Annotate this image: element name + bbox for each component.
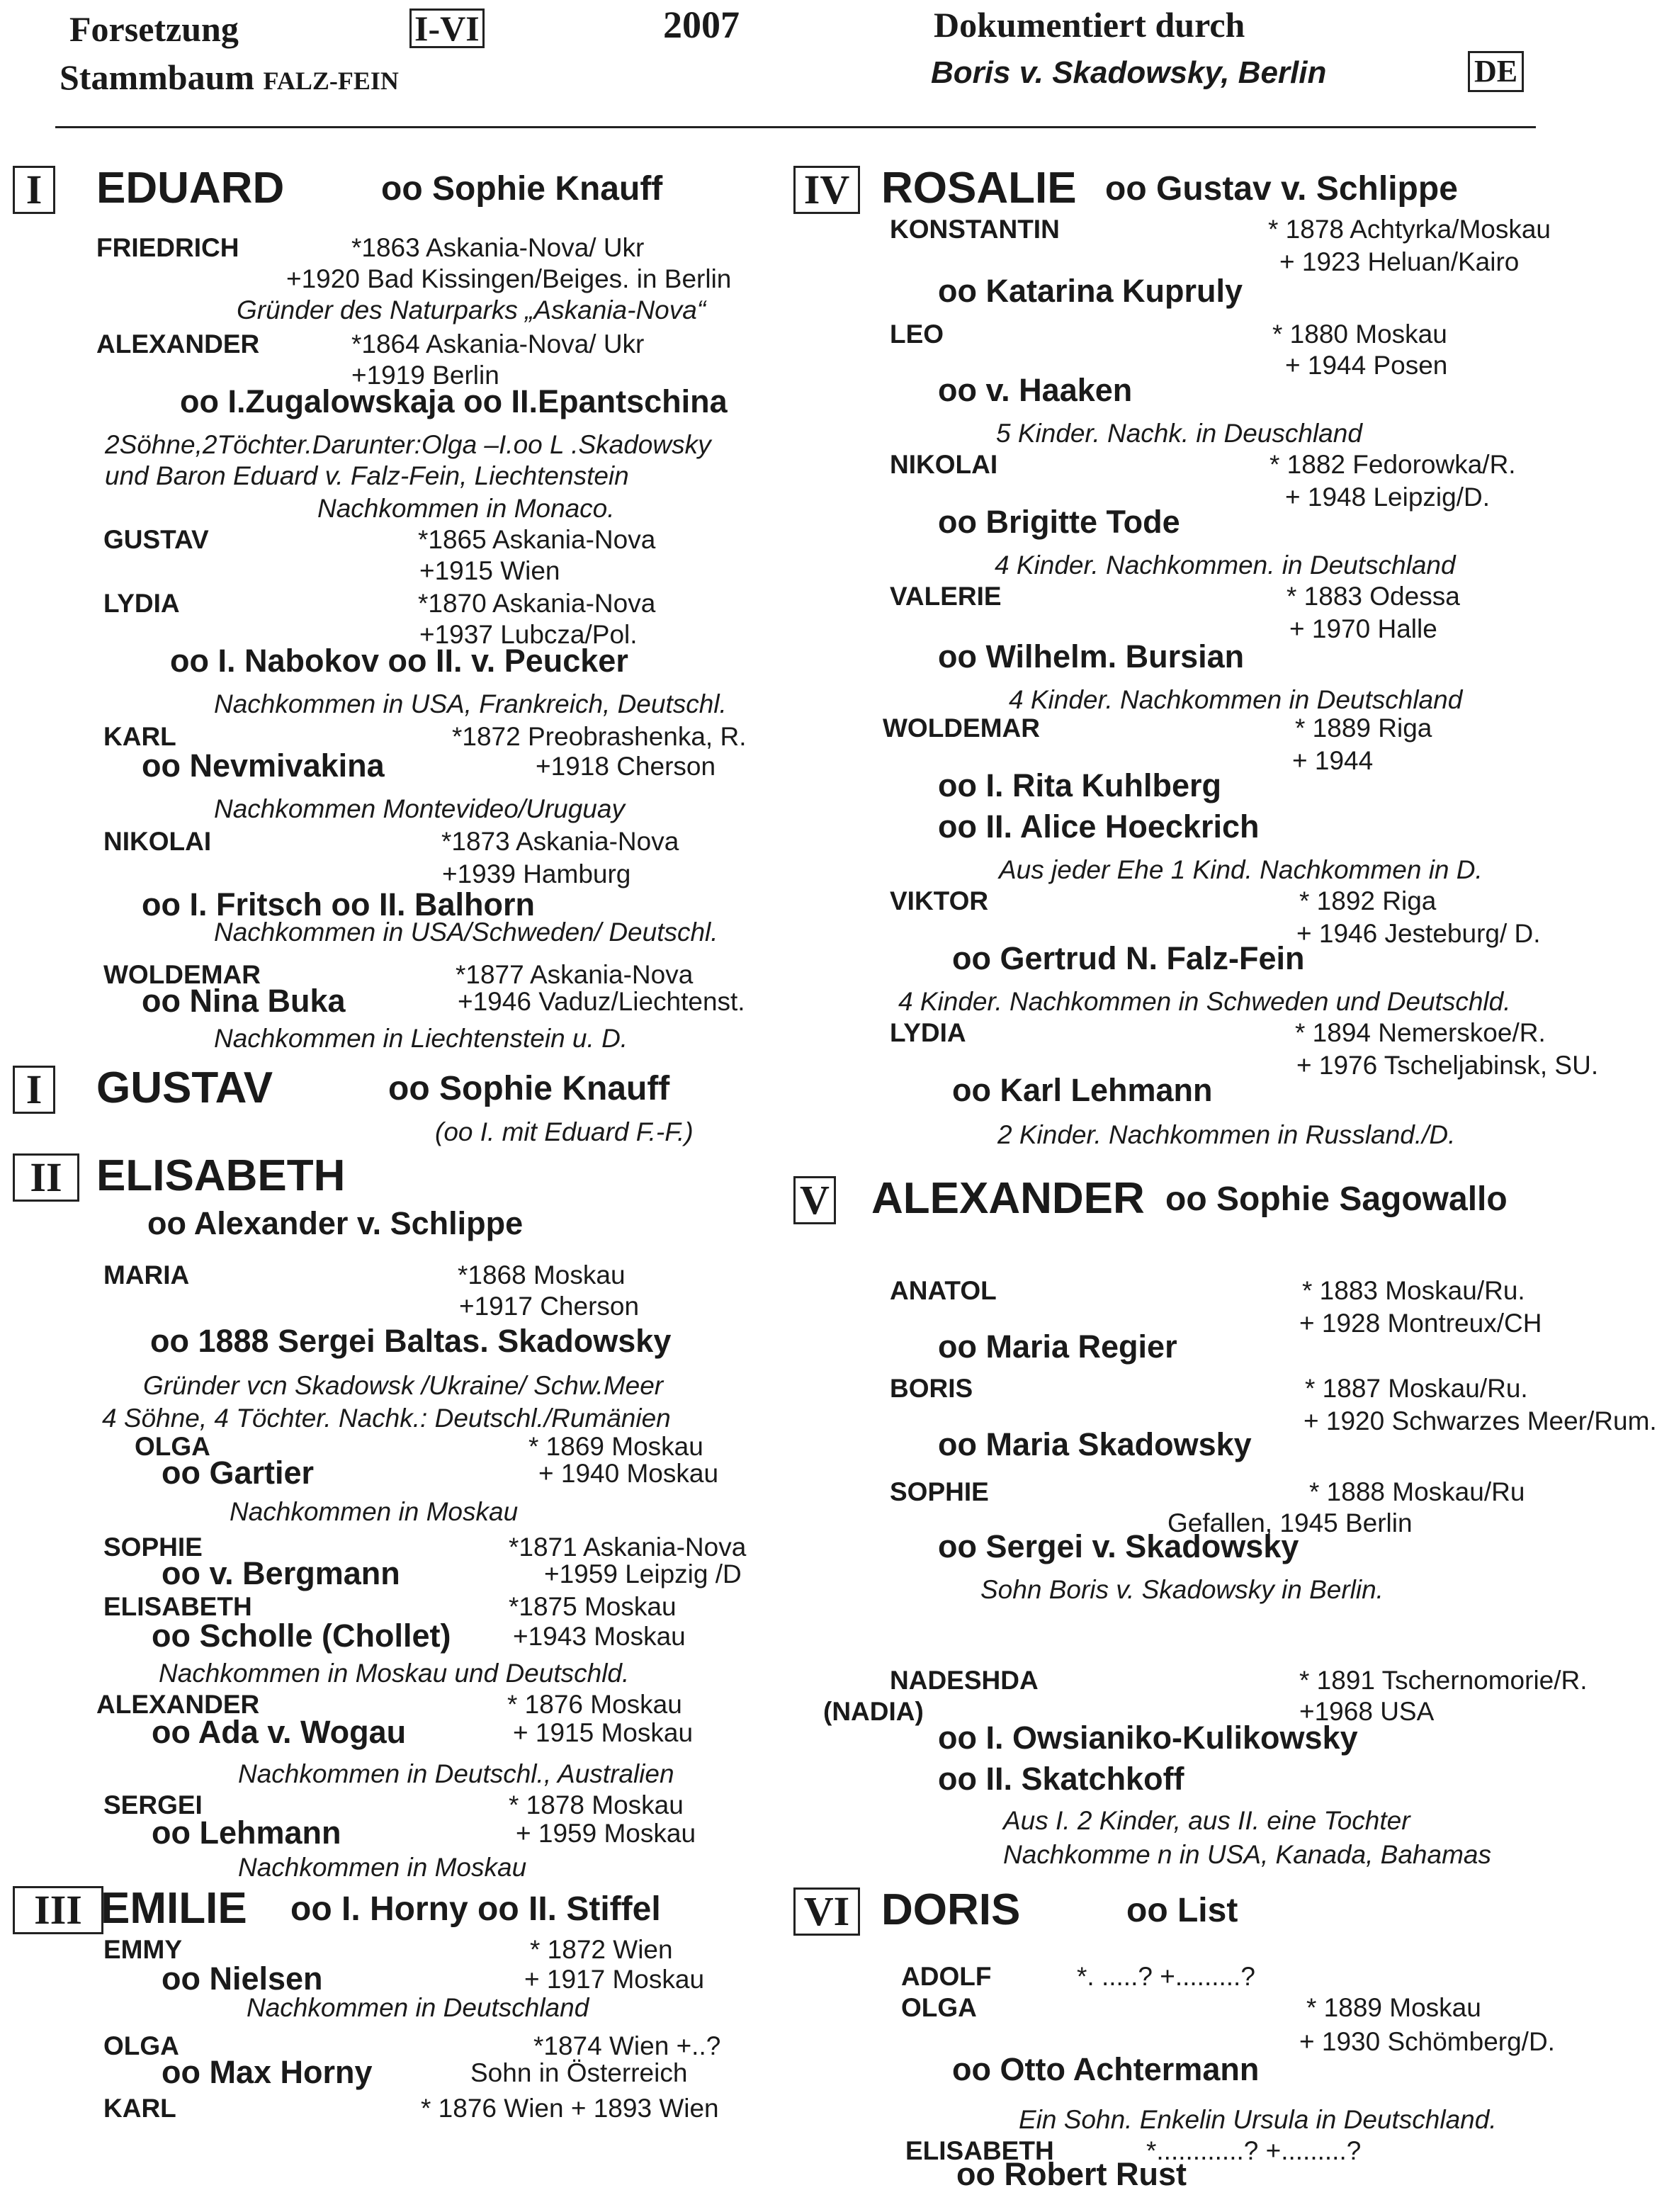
life-dates: * 1876 Moskau [507,1690,682,1719]
life-dates: +1915 Wien [419,556,560,585]
generation-number-box: III [13,1886,103,1934]
person-name: OLGA [103,2031,179,2060]
note-line: 4 Kinder. Nachkommen in Schweden und Deutschld. [898,987,1511,1016]
marriage-line: oo v. Bergmann [162,1555,400,1591]
person-name: ANATOL [890,1276,997,1305]
person-name: LYDIA [890,1018,966,1047]
life-dates: +1937 Lubcza/Pol. [419,620,638,649]
person-name: FRIEDRICH [96,233,239,262]
life-dates: *1871 Askania-Nova [509,1533,747,1562]
life-dates: +1917 Cherson [459,1292,640,1321]
right-row [793,1885,1559,1937]
marriage-line: oo Alexander v. Schlippe [147,1205,524,1241]
life-dates: * 1889 Riga [1295,713,1432,743]
life-dates: *1873 Askania-Nova [441,827,679,856]
marriage-line: oo II. Skatchkoff [938,1761,1184,1797]
header-title-line2 [60,57,399,98]
branch-spouse: oo Gustav v. Schlippe [1105,170,1458,208]
marriage-line: oo I. Fritsch oo II. Balhorn [142,886,536,922]
life-dates: *. .....? +.........? [1077,1962,1255,1991]
header-title-line1: Forsetzung [69,9,239,49]
note-line: Nachkommen in Monaco. [317,494,615,523]
life-dates: + 1915 Moskau [513,1718,694,1747]
person-name: GUSTAV [103,525,209,554]
generation-number-box: IV [793,166,860,214]
marriage-line: oo v. Haaken [938,372,1133,408]
life-dates: + 1920 Schwarzes Meer/Rum. [1303,1406,1657,1435]
marriage-line: oo Maria Skadowsky [938,1426,1252,1462]
branch-name: EMILIE [101,1884,247,1933]
note-line: 5 Kinder. Nachk. in Deuschland [996,419,1362,448]
note-line: 4 Kinder. Nachkommen. in Deutschland [995,551,1456,580]
life-dates: + 1917 Moskau [524,1965,705,1994]
life-dates: + 1928 Montreux/CH [1299,1309,1542,1338]
life-dates: *1864 Askania-Nova/ Ukr [351,329,645,359]
header-range-box: I-VI [409,9,485,48]
life-dates: *1874 Wien +..? [533,2031,721,2060]
life-dates: +1943 Moskau [513,1622,686,1651]
life-dates: + 1944 [1292,746,1374,775]
life-dates: * 1889 Moskau [1306,1993,1481,2022]
generation-number-box: I [13,166,55,214]
note-line: 2 Kinder. Nachkommen in Russland./D. [997,1120,1456,1149]
life-dates: + 1946 Jesteburg/ D. [1296,919,1541,948]
life-dates: * 1880 Moskau [1272,320,1447,349]
life-dates: Gefallen, 1945 Berlin [1167,1508,1413,1537]
note-line: Sohn Boris v. Skadowsky in Berlin. [980,1575,1384,1604]
life-dates: +1918 Cherson [536,752,716,781]
life-dates: * 1872 Wien [530,1935,673,1964]
marriage-line: oo Karl Lehmann [952,1072,1213,1108]
header-lang-box: DE [1468,51,1524,92]
generation-number-box: II [13,1153,79,1202]
branch-name: ALEXANDER [871,1174,1145,1223]
branch-name: EDUARD [96,164,285,213]
marriage-line: oo II. Alice Hoeckrich [938,808,1260,845]
life-dates: * 1878 Achtyrka/Moskau [1268,215,1551,244]
marriage-line: oo Wilhelm. Bursian [938,638,1245,675]
person-name: ALEXANDER [96,1690,260,1719]
note-line: Nachkommen in USA, Frankreich, Deutschl. [214,689,727,718]
marriage-line: oo Max Horny [162,2054,373,2090]
branch-spouse: oo Sophie Knauff [388,1070,670,1107]
note-line: Gründer vcn Skadowsk /Ukraine/ Schw.Meer [143,1371,664,1400]
life-dates: +1920 Bad Kissingen/Beiges. in Berlin [286,264,732,293]
life-dates: * 1869 Moskau [528,1432,703,1461]
header-year: 2007 [663,4,740,46]
life-dates: + 1944 Posen [1285,351,1448,380]
marriage-line: oo Maria Regier [938,1328,1177,1365]
life-dates: *1865 Askania-Nova [418,525,656,554]
life-dates: * 1892 Riga [1299,886,1437,915]
life-dates: + 1970 Halle [1289,614,1437,643]
life-dates: *1872 Preobrashenka, R. [452,722,747,751]
marriage-line: oo Nevmivakina [142,747,385,784]
note-line: Nachkommen in Liechtenstein u. D. [214,1024,628,1053]
branch-name: DORIS [881,1885,1021,1934]
person-name: MARIA [103,1260,190,1290]
left-row [13,163,785,215]
note-line: Gründer des Naturparks „Askania-Nova“ [237,295,706,325]
person-name: SOPHIE [890,1477,989,1506]
note-line: Nachkommen in Deutschland [247,1993,589,2022]
note-line: 2Söhne,2Töchter.Darunter:Olga –I.oo L .Skadowsky [105,430,711,459]
branch-name: ELISABETH [96,1151,346,1200]
life-dates: +1939 Hamburg [442,859,631,888]
life-dates: *1870 Askania-Nova [418,589,656,618]
marriage-line: oo Ada v. Wogau [152,1714,407,1750]
life-dates: *............? +.........? [1146,2136,1362,2165]
person-name: KONSTANTIN [890,215,1060,244]
marriage-line: oo I.Zugalowskaja oo II.Epantschina [180,383,728,419]
header-doc-line1: Dokumentiert durch [934,5,1245,45]
left-row [13,1883,785,1936]
life-dates: +1946 Vaduz/Liechtenst. [458,987,745,1016]
person-name: (NADIA) [823,1697,924,1726]
life-dates: *1868 Moskau [458,1260,626,1290]
marriage-line: oo Lehmann [152,1815,341,1851]
note-line: Nachkommen in Moskau [238,1853,527,1882]
person-name: KARL [103,722,176,751]
note-line: Nachkomme n in USA, Kanada, Bahamas [1003,1840,1491,1869]
note-line: Aus jeder Ehe 1 Kind. Nachkommen in D. [999,855,1483,884]
person-name: LYDIA [103,589,180,618]
person-name: ELISABETH [103,1592,252,1621]
person-name: OLGA [135,1432,210,1461]
person-name: OLGA [901,1993,977,2022]
marriage-line: oo Katarina Kupruly [938,273,1243,309]
life-dates: * 1883 Moskau/Ru. [1302,1276,1525,1305]
marriage-line: oo Scholle (Chollet) [152,1618,451,1654]
note-line: Aus I. 2 Kinder, aus II. eine Tochter [1003,1806,1410,1835]
life-dates: * 1878 Moskau [509,1790,684,1819]
person-name: BORIS [890,1374,973,1403]
person-name: WOLDEMAR [103,960,261,989]
generation-number-box: V [793,1176,836,1224]
person-name: VIKTOR [890,886,989,915]
person-name: NIKOLAI [103,827,212,856]
branch-name: GUSTAV [96,1063,273,1112]
marriage-line: oo Brigitte Tode [938,504,1180,540]
person-name: ELISABETH [905,2136,1054,2165]
marriage-line: oo I. Rita Kuhlberg [938,767,1221,803]
generation-number-box: I [13,1066,55,1114]
life-dates: * 1882 Fedorowka/R. [1269,450,1516,479]
life-dates: +1959 Leipzig /D [544,1559,742,1589]
branch-spouse: oo I. Horny oo II. Stiffel [290,1890,661,1928]
life-dates: Sohn in Österreich [470,2058,688,2087]
life-dates: * 1876 Wien + 1893 Wien [421,2094,719,2123]
person-name: SOPHIE [103,1533,203,1562]
header-title-stammbaum: Stammbaum [60,57,255,97]
person-name: WOLDEMAR [883,713,1040,743]
life-dates: * 1883 Odessa [1286,582,1460,611]
note-line: Nachkommen in USA/Schweden/ Deutschl. [214,918,718,947]
header-family-name: FALZ-FEIN [263,67,399,95]
marriage-line: oo Nielsen [162,1960,323,1997]
generation-number-box: VI [793,1887,860,1936]
right-row [793,163,1559,215]
note-line: 4 Kinder. Nachkommen in Deutschland [1009,685,1463,714]
person-name: VALERIE [890,582,1002,611]
life-dates: + 1923 Heluan/Kairo [1279,247,1520,276]
person-name: KARL [103,2094,176,2123]
marriage-line: oo 1888 Sergei Baltas. Skadowsky [150,1323,672,1359]
note-line: Ein Sohn. Enkelin Ursula in Deutschland. [1019,2105,1497,2134]
life-dates: + 1930 Schömberg/D. [1299,2027,1555,2056]
note-line: Nachkommen Montevideo/Uruguay [214,794,625,823]
left-row [13,1063,785,1115]
note-line: und Baron Eduard v. Falz-Fein, Liechtenstein [105,461,629,490]
note-line: (oo I. mit Eduard F.-F.) [435,1117,694,1146]
life-dates: + 1940 Moskau [538,1459,719,1488]
note-line: Nachkommen in Moskau [230,1497,519,1526]
life-dates: + 1948 Leipzig/D. [1285,483,1491,512]
note-line: 4 Söhne, 4 Töchter. Nachk.: Deutschl./Rumänien [102,1404,671,1433]
life-dates: +1919 Berlin [351,361,499,390]
marriage-line: oo Nina Buka [142,983,346,1019]
branch-spouse: oo Sophie Knauff [381,170,663,208]
marriage-line: oo Gartier [162,1455,315,1491]
header-rule [55,126,1536,128]
header-doc-line2: Boris v. Skadowsky, Berlin [931,55,1327,90]
branch-spouse: oo List [1126,1892,1238,1929]
person-name: NIKOLAI [890,450,998,479]
life-dates: + 1959 Moskau [516,1819,696,1848]
marriage-line: oo I. Owsianiko-Kulikowsky [938,1720,1358,1756]
marriage-line: oo Otto Achtermann [952,2051,1260,2087]
person-name: LEO [890,320,944,349]
life-dates: *1875 Moskau [509,1592,677,1621]
life-dates: * 1894 Nemerskoe/R. [1295,1018,1546,1047]
marriage-line: oo Sergei v. Skadowsky [938,1528,1299,1564]
note-line: Nachkommen in Moskau und Deutschld. [159,1659,630,1688]
life-dates: + 1976 Tscheljabinsk, SU. [1296,1051,1599,1080]
left-row [13,1151,785,1203]
life-dates: *1863 Askania-Nova/ Ukr [351,233,645,262]
note-line: Nachkommen in Deutschl., Australien [238,1759,674,1788]
person-name: ALEXANDER [96,329,260,359]
life-dates: * 1888 Moskau/Ru [1309,1477,1525,1506]
life-dates: * 1891 Tschernomorie/R. [1299,1666,1588,1695]
marriage-line: oo I. Nabokov oo II. v. Peucker [170,643,628,679]
branch-name: ROSALIE [881,164,1077,213]
life-dates: +1968 USA [1299,1697,1435,1726]
person-name: SERGEI [103,1790,203,1819]
life-dates: *1877 Askania-Nova [456,960,694,989]
marriage-line: oo Robert Rust [956,2156,1187,2192]
marriage-line: oo Gertrud N. Falz-Fein [952,940,1305,976]
person-name: NADESHDA [890,1666,1039,1695]
person-name: EMMY [103,1935,182,1964]
branch-spouse: oo Sophie Sagowallo [1165,1180,1508,1218]
person-name: ADOLF [901,1962,992,1991]
right-row [793,1173,1559,1226]
life-dates: * 1887 Moskau/Ru. [1305,1374,1528,1403]
